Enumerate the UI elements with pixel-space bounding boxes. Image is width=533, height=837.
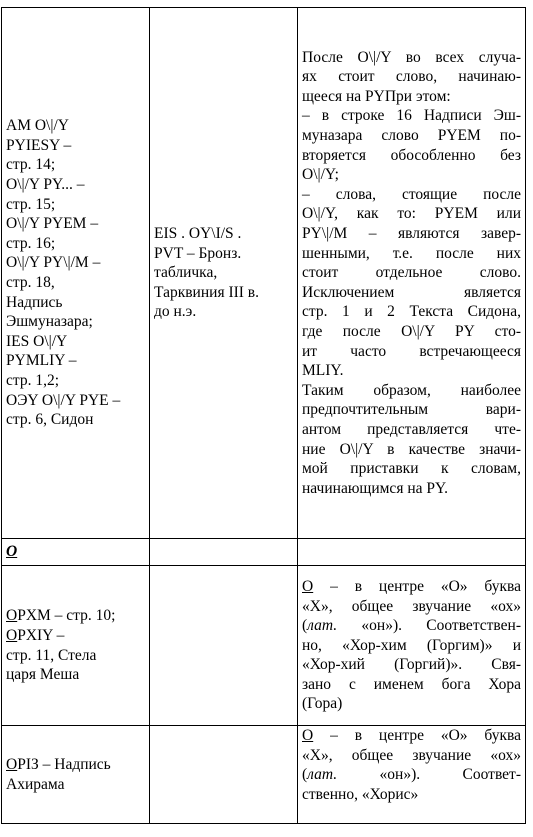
cell-line: O\|/Y PY\|/M – (6, 254, 101, 272)
cell-line: стр. 1,2; (6, 371, 60, 389)
cell-line: стр. 6, Сидон (6, 411, 94, 429)
cell-line: стр. 18, (6, 274, 55, 291)
cell-line: PYMLIY – (6, 352, 77, 370)
cell-inscriptions (2, 726, 150, 824)
empty-cell (150, 539, 298, 566)
section-heading-cell (2, 539, 150, 566)
cell-line: Исключением является (302, 283, 521, 301)
cell-line: ях стоит слово, начинаю- (302, 68, 521, 86)
cell-line: MLIY. (302, 362, 344, 380)
cell-line: OЭY O\|/Y PYE – (6, 391, 121, 409)
cell-line: O\|/Y PYEM – (6, 215, 99, 233)
empty-cell (298, 539, 526, 566)
cell-commentary (298, 726, 526, 824)
cell-line: зано с именем бога Хора (302, 675, 521, 693)
table-row (2, 566, 526, 726)
cell-line: предпочтительным вари- (302, 401, 521, 419)
cell-line: муназара слово PYEM по- (302, 127, 521, 145)
cell-line: но, «Хор-хим (Горгим)» и (302, 636, 521, 654)
cell-line: начинающимся на PY. (302, 479, 449, 497)
cell-line: щееся на PYПри этом: (302, 87, 451, 105)
cell-inscriptions (2, 566, 150, 726)
cell-line: ственно, «Хорис» (302, 785, 419, 803)
cell-line: AM O\|/Y (6, 117, 69, 135)
cell-line: После O\|/Y во всех случа- (302, 48, 521, 66)
cell-line: O\|/Y PY... – (6, 176, 85, 194)
empty-cell (150, 566, 298, 726)
cell-line: царя Меша (6, 666, 80, 684)
cell-line: ит часто встречающееся (302, 342, 521, 360)
cell-commentary (298, 566, 526, 726)
table-row (2, 8, 526, 539)
cell-line: стр. 14; (6, 156, 56, 174)
cell-line: до н.э. (154, 303, 197, 321)
document-table (1, 7, 526, 824)
cell-line: – в строке 16 Надписи Эш- (302, 107, 521, 125)
cell-line: стр. 15; (6, 195, 56, 213)
cell-line: (Гора) (302, 695, 343, 713)
cell-line: (лат. «он»). Соответствен- (302, 617, 521, 635)
cell-line: «Х», общее звучание «ох» (302, 597, 521, 615)
cell-line: O – в центре «О» буква (302, 727, 521, 744)
cell-line: Тарквиния III в. (154, 283, 260, 301)
cell-line: PVT – Бронз. (154, 244, 242, 262)
cell-line: антом представляется чте- (302, 420, 521, 438)
cell-line: O\|/Y, как то: PYEM или (302, 205, 521, 223)
cell-commentary (298, 8, 526, 539)
cell-line: «Хор-хий (Горгий)». Свя- (302, 656, 521, 674)
cell-line: EIS . OY\I/S . (154, 225, 242, 243)
cell-line: вторяется обособленно без (302, 146, 521, 164)
cell-inscriptions (2, 8, 150, 539)
cell-line: PYIESY – (6, 136, 72, 154)
cell-line: шенными, т.е. после них (302, 244, 521, 262)
cell-line: Таким образом, наиболее (302, 381, 521, 399)
section-heading-row (2, 539, 526, 566)
cell-line: O – в центре «О» буква (302, 577, 521, 595)
cell-line: Надпись (6, 293, 63, 311)
cell-line: стоит отдельное слово. (302, 264, 521, 282)
cell-line: O\|/Y; (302, 166, 339, 184)
cell-line: мой приставки к словам, (302, 460, 521, 478)
cell-line: Эшмуназара; (6, 313, 93, 331)
cell-line: PY\|/M – являются завер- (302, 225, 521, 243)
cell-line: IES O\|/Y (6, 332, 68, 350)
section-heading: O (6, 543, 18, 561)
cell-line: где после O\|/Y PY сто- (302, 322, 521, 340)
table-row (2, 726, 526, 824)
cell-line: стр. 11, Стела (6, 646, 97, 664)
cell-line: OPXIY – (6, 626, 65, 644)
cell-line: стр. 16; (6, 234, 56, 252)
cell-line: OPXM – стр. 10; (6, 607, 116, 625)
cell-line: Ахирама (6, 775, 65, 793)
cell-line: «Х», общее звучание «ох» (302, 746, 521, 764)
cell-line: табличка, (154, 264, 218, 282)
empty-cell (150, 726, 298, 824)
cell-line: ние O\|/Y в качестве значи- (302, 440, 521, 458)
cell-line: – слова, стоящие после (302, 185, 521, 203)
cell-line: (лат. «он»). Соответ- (302, 766, 521, 784)
cell-line: стр. 1 и 2 Текста Сидона, (302, 303, 521, 321)
cell-parallels (150, 8, 298, 539)
cell-line: OPIЗ – Надпись (6, 755, 111, 773)
